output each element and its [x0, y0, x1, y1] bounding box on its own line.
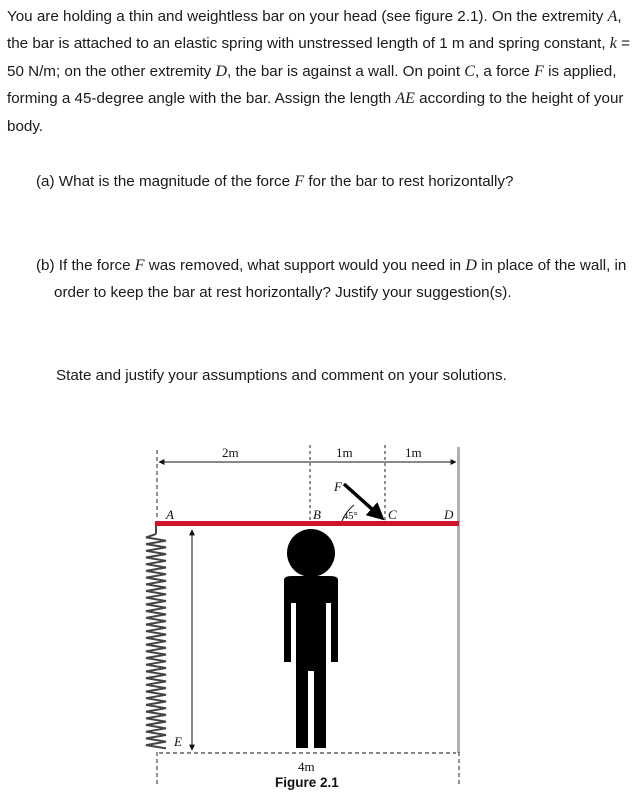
dim-label-BC: 1m: [336, 445, 353, 460]
bar: [155, 521, 459, 526]
intro-text-3: = 50 N/m; on the other extremity: [7, 35, 630, 80]
label-D: D: [444, 507, 454, 522]
question-b-text-2: was removed, what support would you need in: [144, 257, 466, 274]
dim-label-width: 4m: [298, 759, 315, 774]
question-b-var-F: F: [134, 257, 145, 274]
figure-caption: Figure 2.1: [275, 775, 339, 790]
label-A: A: [166, 507, 174, 522]
intro-text-4: , the bar is against a wall. On point: [227, 62, 465, 80]
question-b-text-3: in place of the wall, in order to keep the bar at rest horizontally? Justify your suggestion(s).: [54, 257, 627, 302]
wall: [457, 447, 460, 753]
dim-label-AB: 2m: [222, 445, 239, 460]
intro-var-A: A: [607, 8, 618, 25]
question-a-text-1: (a) What is the magnitude of the force: [36, 173, 295, 190]
intro-var-k: k: [609, 35, 617, 53]
intro-var-C: C: [464, 62, 475, 80]
question-b-var-D: D: [465, 257, 477, 274]
intro-text-2: , the bar is attached to an elastic spring with unstressed length of 1 m and spring constant,: [7, 8, 622, 53]
intro-var-AE: AE: [395, 90, 415, 108]
question-a-text-2: for the bar to rest horizontally?: [304, 173, 514, 190]
intro-text-6: is applied, forming a 45-degree angle with the bar. Assign the length: [7, 62, 617, 108]
intro-text-1: You are holding a thin and weightless bar on your head (see figure 2.1). On the extremity: [7, 8, 608, 25]
label-C: C: [388, 507, 397, 522]
label-E: E: [174, 734, 182, 749]
angle-label: 45°: [343, 511, 358, 522]
question-a-var-F: F: [294, 173, 305, 190]
label-F: F: [334, 479, 342, 494]
question-b-text-1: (b) If the force: [36, 257, 135, 274]
intro-text-5: , a force: [474, 62, 535, 80]
intro-text-7: according to the height of your body.: [7, 90, 624, 135]
dim-label-CD: 1m: [405, 445, 422, 460]
assumptions-note: State and justify your assumptions and comment on your solutions.: [56, 367, 507, 384]
person-silhouette: [284, 529, 338, 748]
spring: [146, 534, 166, 748]
intro-var-D: D: [215, 62, 228, 80]
label-B: B: [313, 507, 321, 522]
intro-var-F: F: [534, 62, 544, 80]
